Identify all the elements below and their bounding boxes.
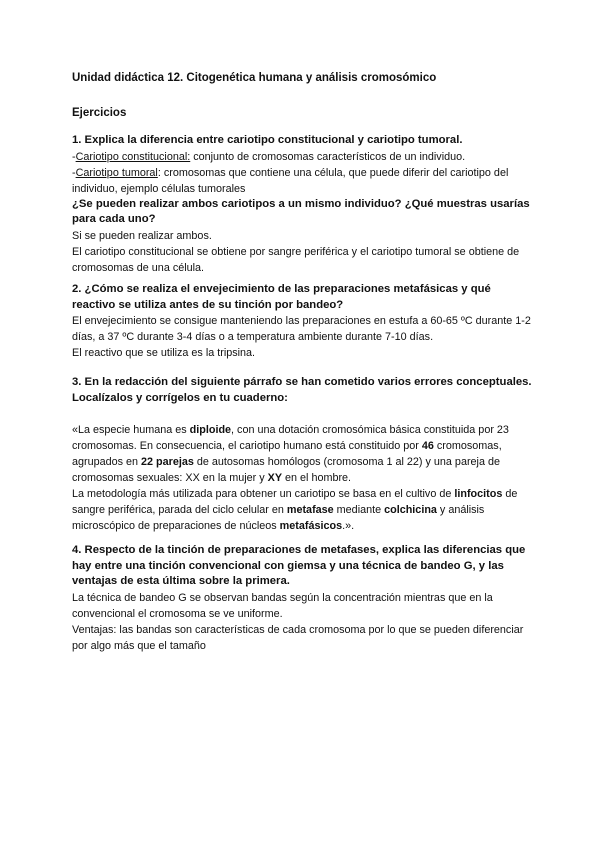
term-constitutional: Cariotipo constitucional: bbox=[75, 150, 191, 163]
term-tumoral: Cariotipo tumoral bbox=[75, 166, 158, 179]
exercise-2-question: 2. ¿Cómo se realiza el envejecimiento de las preparaciones metafásicas y qué reactivo se utiliza antes de su tinción por bandeo? bbox=[72, 283, 491, 311]
document-title: Unidad didáctica 12. Citogenética humana y análisis cromosómico bbox=[72, 72, 437, 84]
definition-tumoral: : cromosomas que contiene una célula, que puede diferir del cariotipo del individuo, ejemplo células tumorales bbox=[72, 166, 509, 195]
highlight: diploide bbox=[189, 424, 232, 436]
exercise-4 bbox=[72, 543, 532, 654]
text: La metodología más utilizada para obtener un cariotipo se basa en el cultivo de bbox=[72, 488, 455, 500]
text: .». bbox=[342, 520, 355, 532]
exercise-1-question: 1. Explica la diferencia entre cariotipo constitucional y cariotipo tumoral. bbox=[72, 134, 463, 146]
highlight: metafase bbox=[286, 504, 334, 516]
text: mediante bbox=[333, 504, 385, 516]
exercise-1-line-1 bbox=[72, 149, 532, 165]
exercise-2-answer-2: El reactivo que se utiliza es la tripsina. bbox=[72, 347, 256, 359]
exercise-4-question: 4. Respecto de la tinción de preparaciones de metafases, explica las diferencias que hay entre una tinción convencional con giemsa y una técnica de bandeo G, y las ventajas de esta última sobre la primera. bbox=[72, 544, 526, 587]
exercise-1-answer-2: El cariotipo constitucional se obtiene por sangre periférica y el cariotipo tumoral se obtiene de cromosomas de una célula. bbox=[72, 245, 520, 274]
exercise-3-question: 3. En la redacción del siguiente párrafo se han cometido varios errores conceptuales. Localízalos y corrígelos en tu cuaderno: bbox=[72, 376, 532, 404]
exercise-1 bbox=[72, 133, 532, 276]
exercise-4-answer-1: La técnica de bandeo G se observan bandas según la concentración mientras que en la convencional el cromosoma se ve uniforme. bbox=[72, 591, 493, 620]
exercise-1-line-2 bbox=[72, 165, 532, 197]
text: de sangre periférica, parada del ciclo celular en bbox=[72, 488, 518, 516]
exercise-4-answer-2: Ventajas: las bandas son características de cada cromosoma por lo que se pueden diferenciar por algo más que el tamaño bbox=[72, 623, 524, 652]
exercise-3-paragraph-2 bbox=[72, 486, 532, 534]
definition-constitutional: conjunto de cromosomas característicos de un individuo. bbox=[190, 150, 466, 163]
exercise-2-answer-1: El envejecimiento se consigue manteniendo las preparaciones en estufa a 60-65 ºC durante 1-2 días, a 37 ºC durante 3-4 días o a temperatura ambiente durante 7-10 días. bbox=[72, 315, 531, 343]
exercise-2 bbox=[72, 282, 532, 361]
exercise-3-paragraph-1 bbox=[72, 422, 532, 486]
dash: - bbox=[72, 166, 76, 179]
text: , con una dotación cromosómica básica constituida por 23 cromosomas. En consecuencia, el cariotipo humano está constituido por bbox=[72, 424, 509, 452]
text: cromosomas, agrupados en bbox=[72, 440, 502, 468]
exercise-1-answer-1: Si se pueden realizar ambos. bbox=[72, 229, 212, 242]
exercise-1-subquestion: ¿Se pueden realizar ambos cariotipos a un mismo individuo? ¿Qué muestras usarías para cada uno? bbox=[72, 197, 530, 225]
highlight: linfocitos bbox=[454, 488, 503, 500]
text: «La especie humana es bbox=[72, 424, 190, 436]
dash: - bbox=[72, 150, 76, 163]
highlight: 46 bbox=[421, 440, 434, 452]
text: y análisis microscópico de preparaciones de núcleos bbox=[72, 504, 485, 532]
section-heading: Ejercicios bbox=[72, 107, 127, 119]
exercise-3 bbox=[72, 375, 532, 534]
highlight: metafásicos bbox=[279, 520, 343, 532]
highlight: 22 parejas bbox=[141, 456, 194, 468]
text: de autosomas homólogos (cromosoma 1 al 22) y una pareja de cromosomas sexuales: XX en la mujer y bbox=[72, 456, 500, 484]
highlight: XY bbox=[267, 472, 283, 484]
text: en el hombre. bbox=[282, 472, 352, 484]
highlight: colchicina bbox=[384, 504, 437, 516]
